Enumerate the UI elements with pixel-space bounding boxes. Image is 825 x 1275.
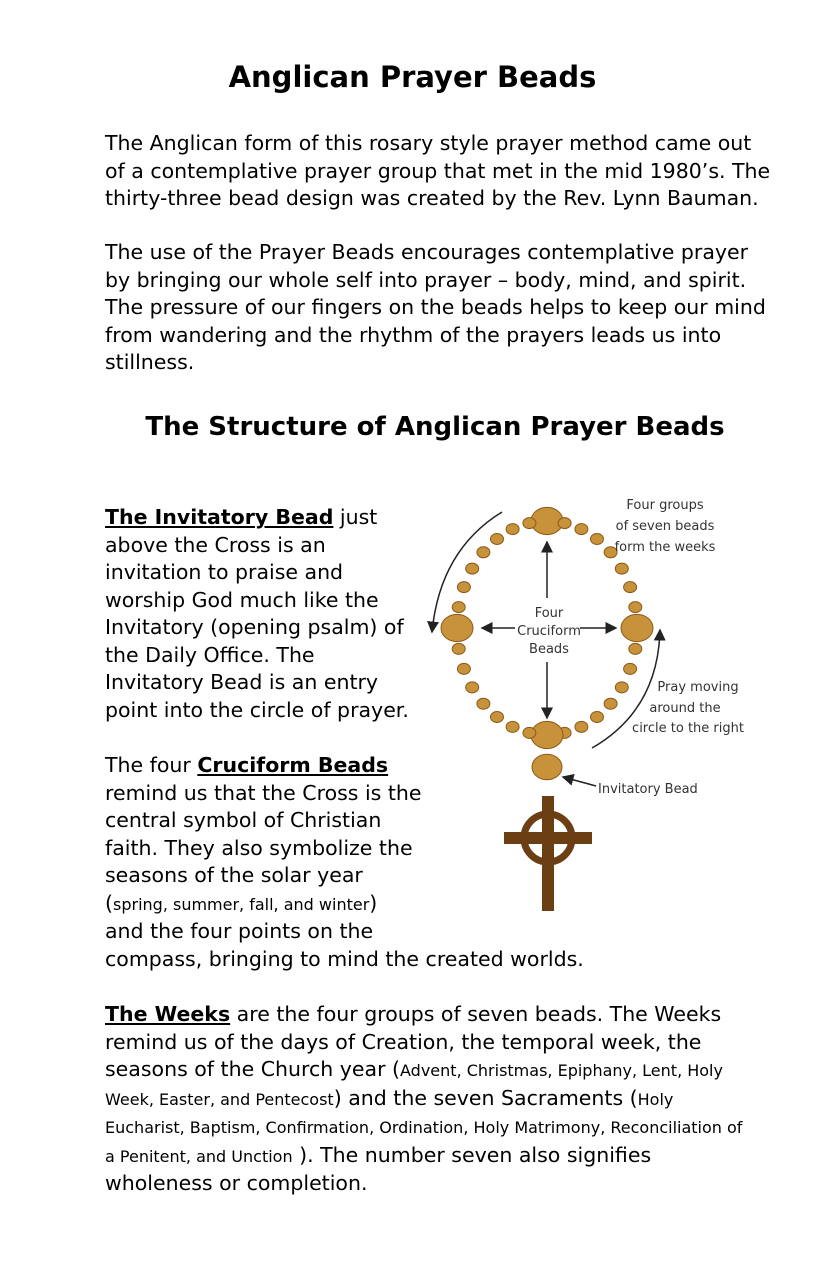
pray-label-line: circle to the right — [632, 721, 744, 736]
text-line: by bringing our whole self into prayer – body, mind, and spirit. — [105, 267, 747, 292]
cruciform-label-line: Cruciform — [517, 624, 581, 639]
week-bead — [604, 698, 617, 709]
week-bead — [523, 518, 536, 529]
week-bead — [591, 534, 604, 545]
text-line: The pressure of our fingers on the beads helps to keep our mind — [105, 295, 766, 319]
pray-label-line: around the — [649, 701, 721, 716]
text-line: ). The number seven also signifies — [292, 1142, 652, 1167]
church-seasons-list: Week, Easter, and Pentecost — [105, 1089, 334, 1109]
week-bead — [624, 582, 637, 593]
invitatory-pointer — [563, 777, 596, 786]
text-line: of a contemplative prayer group that met in the mid 1980’s. The — [105, 158, 771, 183]
celtic-cross-icon — [504, 796, 592, 911]
text-line: wholeness or completion. — [105, 1171, 368, 1195]
weeks-label-line: form the weeks — [614, 540, 716, 555]
sacraments-list: a Penitent, and Unction — [105, 1146, 293, 1166]
text-line: stillness. — [105, 350, 195, 374]
week-bead — [491, 534, 504, 545]
sacraments-list: Holy — [637, 1089, 674, 1109]
invitatory-label: Invitatory Bead — [598, 782, 698, 797]
text-line: the Daily Office. The — [105, 642, 315, 667]
text-line: ( — [105, 890, 113, 915]
cruciform-term: Cruciform Beads — [197, 753, 389, 777]
text-line: ) and the seven Sacraments ( — [333, 1085, 638, 1110]
week-bead — [466, 563, 479, 574]
text-line: remind us that the Cross is the — [105, 780, 422, 805]
weeks-label-line: of seven beads — [615, 519, 715, 534]
text-line: seasons of the Church year ( — [105, 1057, 401, 1081]
prayer-beads-diagram — [420, 490, 760, 915]
week-bead — [477, 698, 490, 709]
week-bead — [575, 524, 588, 535]
invitatory-bead — [532, 754, 562, 780]
text-line: above the Cross is an — [105, 532, 326, 557]
text-line: The four — [105, 753, 198, 777]
text-line: seasons of the solar year — [105, 863, 363, 887]
church-seasons-list: Advent, Christmas, Epiphany, Lent, Holy — [400, 1061, 723, 1080]
week-bead — [523, 727, 536, 738]
cruciform-label-line: Beads — [529, 642, 569, 657]
text-line: just — [333, 505, 378, 529]
text-line: ) — [369, 890, 378, 915]
text-line: from wandering and the rhythm of the prayers leads us into — [105, 322, 722, 347]
intro-paragraph-2 — [105, 239, 766, 377]
sacraments-list: Eucharist, Baptism, Confirmation, Ordination, Holy Matrimony, Reconciliation of — [105, 1118, 743, 1137]
seasons-list: spring, summer, fall, and winter — [113, 894, 370, 914]
week-bead — [591, 712, 604, 723]
cruciform-bead — [441, 614, 473, 641]
text-line: and the four points on the — [105, 919, 374, 943]
week-bead — [506, 721, 519, 732]
text-line: Invitatory Bead is an entry — [105, 670, 379, 694]
cruciform-bead — [621, 614, 653, 641]
text-line: central symbol of Christian — [105, 808, 382, 832]
week-bead — [466, 682, 479, 693]
text-line: faith. They also symbolize the — [105, 835, 413, 860]
cruciform-label-line: Four — [534, 606, 564, 621]
pray-label-line: Pray moving — [657, 680, 739, 695]
week-bead — [615, 682, 628, 693]
text-line: The use of the Prayer Beads encourages contemplative prayer — [105, 240, 749, 264]
week-bead — [558, 518, 571, 529]
text-line: The Anglican form of this rosary style prayer method came out — [105, 131, 752, 155]
text-line: invitation to praise and — [105, 560, 344, 584]
text-line: are the four groups of seven beads. The Weeks — [230, 1002, 722, 1026]
intro-paragraph-1 — [105, 130, 770, 213]
text-line: Invitatory (opening psalm) of — [105, 615, 404, 639]
text-line: worship God much like the — [105, 587, 379, 612]
weeks-term: The Weeks — [105, 1002, 231, 1026]
week-bead — [629, 602, 642, 613]
section-heading: The Structure of Anglican Prayer Beads — [145, 412, 725, 442]
week-bead — [629, 643, 642, 654]
weeks-paragraph — [105, 1001, 742, 1198]
weeks-label-line: Four groups — [626, 498, 704, 513]
week-bead — [457, 663, 470, 674]
week-bead — [491, 712, 504, 723]
week-bead — [477, 547, 490, 558]
text-line: remind us of the days of Creation, the temporal week, the — [105, 1029, 702, 1054]
week-bead — [452, 602, 465, 613]
invitatory-term: The Invitatory Bead — [105, 505, 334, 529]
text-line: thirty-three bead design was created by the Rev. Lynn Bauman. — [105, 186, 759, 210]
text-line: point into the circle of prayer. — [105, 697, 409, 722]
week-bead — [457, 582, 470, 593]
week-bead — [506, 524, 519, 535]
invitatory-paragraph — [105, 504, 409, 724]
week-bead — [624, 663, 637, 674]
week-bead — [575, 721, 588, 732]
text-line: compass, bringing to mind the created worlds. — [105, 946, 584, 971]
week-bead — [452, 643, 465, 654]
page-title: Anglican Prayer Beads — [228, 60, 597, 94]
week-bead — [615, 563, 628, 574]
